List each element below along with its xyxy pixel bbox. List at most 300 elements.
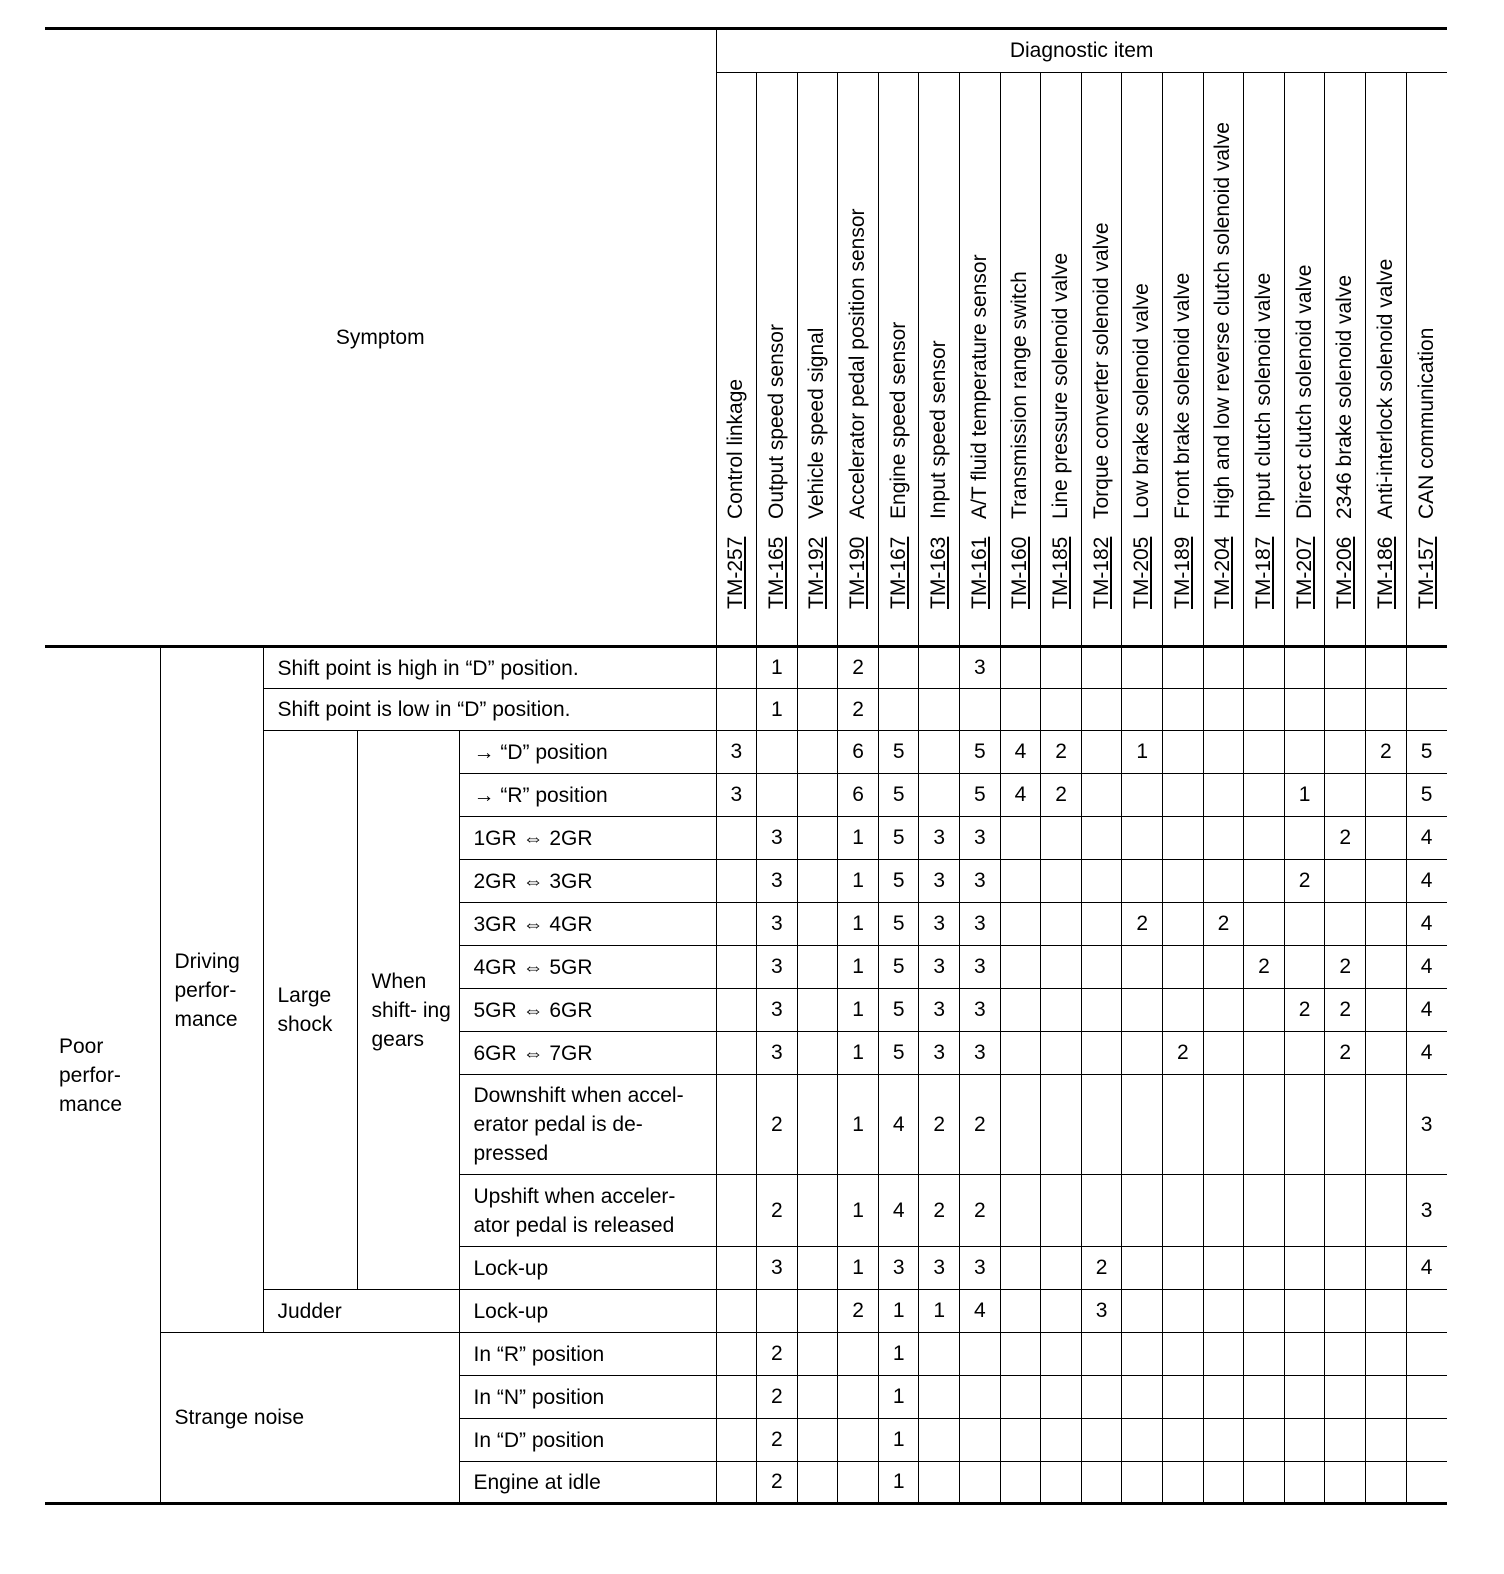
value-cell: 3	[757, 989, 798, 1032]
value-cell	[1081, 1075, 1122, 1175]
symptom-label: 4GR ⇔ 5GR	[459, 946, 716, 989]
value-cell	[878, 689, 919, 731]
value-cell: 2	[1122, 903, 1163, 946]
value-cell	[1041, 1376, 1082, 1419]
column-header	[1325, 73, 1366, 647]
value-cell: 4	[1406, 860, 1447, 903]
value-cell	[1081, 903, 1122, 946]
value-cell	[1122, 1462, 1163, 1504]
column-ref-link[interactable]: TM-206	[1333, 536, 1357, 609]
value-cell	[919, 1333, 960, 1376]
diagnosis-table	[45, 27, 1447, 1505]
value-cell	[797, 1376, 838, 1419]
column-ref-link[interactable]: TM-167	[886, 536, 910, 609]
value-cell	[1163, 1462, 1204, 1504]
value-cell: 2	[757, 1419, 798, 1462]
value-cell	[716, 860, 757, 903]
value-cell: 1	[878, 1462, 919, 1504]
value-cell: 4	[878, 1075, 919, 1175]
value-cell: 3	[919, 1247, 960, 1290]
value-cell: 3	[757, 817, 798, 860]
column-header	[1081, 73, 1122, 647]
value-cell: 5	[878, 1032, 919, 1075]
value-cell	[1244, 817, 1285, 860]
value-cell	[1244, 903, 1285, 946]
value-cell	[1244, 1462, 1285, 1504]
value-cell	[1325, 1376, 1366, 1419]
column-name: 2346 brake solenoid valve	[1333, 274, 1357, 519]
value-cell	[757, 1290, 798, 1333]
value-cell: 1	[838, 946, 879, 989]
value-cell: 2	[1244, 946, 1285, 989]
column-ref-link[interactable]: TM-189	[1170, 536, 1194, 609]
value-cell	[1000, 1462, 1041, 1504]
value-cell	[1122, 817, 1163, 860]
value-cell	[1163, 1376, 1204, 1419]
column-header	[757, 73, 798, 647]
value-cell	[716, 1462, 757, 1504]
value-cell: 3	[960, 647, 1001, 689]
value-cell	[716, 647, 757, 689]
value-cell	[1163, 1419, 1204, 1462]
value-cell	[1244, 1376, 1285, 1419]
value-cell	[1325, 1419, 1366, 1462]
value-cell	[1163, 689, 1204, 731]
value-cell	[1122, 1247, 1163, 1290]
symptom-label: → “R” position	[459, 774, 716, 817]
symptom-label: In “R” position	[459, 1333, 716, 1376]
value-cell: 4	[1406, 1247, 1447, 1290]
value-cell	[1244, 1032, 1285, 1075]
value-cell: 6	[838, 731, 879, 774]
value-cell	[1325, 1175, 1366, 1247]
value-cell: 3	[716, 731, 757, 774]
value-cell	[1000, 903, 1041, 946]
value-cell	[797, 1419, 838, 1462]
column-ref-link[interactable]: TM-186	[1373, 536, 1397, 609]
symptom-header: Symptom	[45, 29, 716, 647]
value-cell: 2	[1284, 860, 1325, 903]
column-name: Accelerator pedal position sensor	[846, 208, 870, 519]
value-cell: 1	[838, 817, 879, 860]
value-cell	[960, 689, 1001, 731]
value-cell: 3	[960, 1247, 1001, 1290]
value-cell	[1163, 903, 1204, 946]
value-cell	[1203, 817, 1244, 860]
value-cell: 2	[919, 1175, 960, 1247]
value-cell	[1406, 647, 1447, 689]
value-cell	[1122, 1419, 1163, 1462]
value-cell: 2	[1325, 989, 1366, 1032]
value-cell	[1163, 817, 1204, 860]
value-cell: 3	[960, 860, 1001, 903]
column-ref-link[interactable]: TM-165	[764, 536, 788, 609]
column-header	[1406, 73, 1447, 647]
value-cell	[1122, 1175, 1163, 1247]
value-cell	[838, 1333, 879, 1376]
column-name: Input speed sensor	[927, 340, 951, 519]
value-cell	[797, 731, 838, 774]
value-cell: 3	[919, 860, 960, 903]
value-cell	[1203, 946, 1244, 989]
value-cell	[1041, 689, 1082, 731]
value-cell	[1163, 1290, 1204, 1333]
value-cell	[1041, 1032, 1082, 1075]
value-cell: 2	[1203, 903, 1244, 946]
value-cell	[1163, 774, 1204, 817]
table-row	[45, 647, 1447, 689]
value-cell	[1000, 1175, 1041, 1247]
value-cell	[919, 731, 960, 774]
value-cell	[1000, 1290, 1041, 1333]
value-cell: 2	[757, 1376, 798, 1419]
value-cell	[716, 1247, 757, 1290]
value-cell	[1366, 989, 1407, 1032]
value-cell: 4	[1000, 774, 1041, 817]
value-cell: 1	[1284, 774, 1325, 817]
value-cell: 3	[878, 1247, 919, 1290]
value-cell	[1041, 903, 1082, 946]
value-cell	[1244, 1175, 1285, 1247]
value-cell	[1000, 860, 1041, 903]
value-cell	[716, 989, 757, 1032]
value-cell	[1203, 1462, 1244, 1504]
value-cell	[716, 689, 757, 731]
value-cell: 3	[919, 817, 960, 860]
value-cell	[1406, 689, 1447, 731]
value-cell	[1041, 1175, 1082, 1247]
column-header	[960, 73, 1001, 647]
value-cell: 3	[960, 903, 1001, 946]
symptom-label: 6GR ⇔ 7GR	[459, 1032, 716, 1075]
value-cell: 1	[838, 1032, 879, 1075]
value-cell	[1284, 689, 1325, 731]
value-cell: 3	[919, 1032, 960, 1075]
value-cell	[1122, 1075, 1163, 1175]
value-cell	[1203, 1290, 1244, 1333]
value-cell	[1081, 774, 1122, 817]
value-cell: 4	[1406, 989, 1447, 1032]
column-header	[1041, 73, 1082, 647]
value-cell: 1	[757, 689, 798, 731]
value-cell	[716, 1075, 757, 1175]
value-cell: 3	[960, 989, 1001, 1032]
value-cell: 2	[1325, 817, 1366, 860]
value-cell	[797, 774, 838, 817]
value-cell: 2	[919, 1075, 960, 1175]
column-name: CAN communication	[1414, 327, 1438, 519]
value-cell: 1	[878, 1290, 919, 1333]
symptom-label: Shift point is high in “D” position.	[263, 647, 716, 689]
value-cell	[1203, 689, 1244, 731]
column-ref-link[interactable]: TM-207	[1292, 536, 1316, 609]
column-header	[1000, 73, 1041, 647]
value-cell: 1	[878, 1419, 919, 1462]
value-cell: 2	[1325, 946, 1366, 989]
value-cell	[1163, 1247, 1204, 1290]
value-cell: 2	[1163, 1032, 1204, 1075]
value-cell	[1081, 1376, 1122, 1419]
value-cell	[1203, 1419, 1244, 1462]
column-name: Input clutch solenoid valve	[1252, 272, 1276, 519]
value-cell: 2	[757, 1333, 798, 1376]
value-cell	[1163, 731, 1204, 774]
value-cell	[1244, 731, 1285, 774]
value-cell	[797, 647, 838, 689]
value-cell	[838, 1462, 879, 1504]
value-cell	[1081, 1419, 1122, 1462]
value-cell	[1406, 1333, 1447, 1376]
value-cell	[716, 1376, 757, 1419]
value-cell	[1203, 1032, 1244, 1075]
value-cell	[1244, 860, 1285, 903]
value-cell	[1000, 689, 1041, 731]
column-ref-link[interactable]: TM-163	[927, 536, 951, 609]
value-cell	[1041, 1419, 1082, 1462]
value-cell	[1284, 946, 1325, 989]
value-cell	[1284, 1419, 1325, 1462]
value-cell	[1041, 817, 1082, 860]
group-judder: Judder	[263, 1290, 459, 1333]
symptom-label: 2GR ⇔ 3GR	[459, 860, 716, 903]
value-cell: 3	[716, 774, 757, 817]
value-cell	[1244, 1290, 1285, 1333]
value-cell	[1081, 946, 1122, 989]
value-cell	[1284, 731, 1325, 774]
value-cell	[1366, 1247, 1407, 1290]
value-cell	[1163, 1175, 1204, 1247]
value-cell: 4	[1000, 731, 1041, 774]
value-cell: 5	[1406, 774, 1447, 817]
value-cell	[1366, 1419, 1407, 1462]
value-cell	[1122, 647, 1163, 689]
value-cell: 2	[960, 1175, 1001, 1247]
column-name: Control linkage	[724, 378, 748, 519]
value-cell	[797, 860, 838, 903]
column-ref-link[interactable]: TM-192	[805, 536, 829, 609]
column-name: Vehicle speed signal	[805, 327, 829, 519]
group-when-shifting-gears: When shift- ing gears	[357, 731, 459, 1290]
value-cell: 2	[1366, 731, 1407, 774]
value-cell	[1366, 774, 1407, 817]
group-poor-performance: Poor perfor- mance	[45, 647, 160, 1504]
value-cell: 2	[757, 1175, 798, 1247]
value-cell: 5	[878, 731, 919, 774]
value-cell: 2	[1081, 1247, 1122, 1290]
column-name: Front brake solenoid valve	[1170, 272, 1194, 519]
value-cell	[838, 1419, 879, 1462]
value-cell	[1284, 647, 1325, 689]
value-cell	[1366, 946, 1407, 989]
column-header	[1244, 73, 1285, 647]
value-cell: 3	[1406, 1175, 1447, 1247]
value-cell	[797, 1462, 838, 1504]
value-cell: 3	[919, 903, 960, 946]
column-ref-link[interactable]: TM-204	[1211, 536, 1235, 609]
value-cell	[797, 989, 838, 1032]
column-header	[716, 73, 757, 647]
value-cell: 4	[960, 1290, 1001, 1333]
column-header	[838, 73, 879, 647]
value-cell	[919, 774, 960, 817]
value-cell	[1041, 946, 1082, 989]
value-cell: 2	[757, 1462, 798, 1504]
value-cell	[716, 1419, 757, 1462]
value-cell	[1041, 989, 1082, 1032]
value-cell	[1284, 1333, 1325, 1376]
value-cell	[1041, 1333, 1082, 1376]
symptom-label: Shift point is low in “D” position.	[263, 689, 716, 731]
symptom-label: Lock-up	[459, 1247, 716, 1290]
symptom-label: → “D” position	[459, 731, 716, 774]
value-cell: 5	[960, 774, 1001, 817]
value-cell	[1203, 647, 1244, 689]
value-cell	[1122, 946, 1163, 989]
value-cell	[1041, 1075, 1082, 1175]
value-cell	[1000, 647, 1041, 689]
value-cell	[1203, 1075, 1244, 1175]
column-ref-link[interactable]: TM-161	[967, 536, 991, 609]
value-cell: 6	[838, 774, 879, 817]
value-cell	[1203, 860, 1244, 903]
value-cell: 3	[960, 946, 1001, 989]
symptom-label: In “N” position	[459, 1376, 716, 1419]
value-cell	[1244, 689, 1285, 731]
value-cell	[1163, 647, 1204, 689]
column-header	[797, 73, 838, 647]
value-cell	[1366, 1462, 1407, 1504]
value-cell	[1081, 647, 1122, 689]
value-cell: 4	[1406, 1032, 1447, 1075]
value-cell: 3	[960, 817, 1001, 860]
column-ref-link[interactable]: TM-187	[1252, 536, 1276, 609]
value-cell	[1325, 774, 1366, 817]
value-cell: 3	[757, 946, 798, 989]
value-cell	[716, 1290, 757, 1333]
value-cell	[1366, 1075, 1407, 1175]
value-cell	[1000, 1376, 1041, 1419]
value-cell	[797, 946, 838, 989]
value-cell	[1406, 1290, 1447, 1333]
value-cell	[1244, 1419, 1285, 1462]
value-cell	[1163, 1075, 1204, 1175]
column-ref-link[interactable]: TM-185	[1049, 536, 1073, 609]
value-cell: 1	[1122, 731, 1163, 774]
column-ref-link[interactable]: TM-205	[1130, 536, 1154, 609]
value-cell	[1406, 1376, 1447, 1419]
value-cell	[1366, 647, 1407, 689]
value-cell	[1122, 1333, 1163, 1376]
value-cell	[1284, 1462, 1325, 1504]
column-header	[1163, 73, 1204, 647]
value-cell: 1	[838, 903, 879, 946]
value-cell	[1325, 731, 1366, 774]
column-ref-link[interactable]: TM-182	[1089, 536, 1113, 609]
value-cell	[797, 903, 838, 946]
value-cell	[919, 1462, 960, 1504]
value-cell: 3	[757, 1247, 798, 1290]
value-cell: 1	[838, 860, 879, 903]
value-cell	[919, 1376, 960, 1419]
value-cell	[1366, 1333, 1407, 1376]
value-cell	[1325, 1075, 1366, 1175]
value-cell	[1284, 817, 1325, 860]
value-cell: 2	[838, 689, 879, 731]
value-cell	[1163, 860, 1204, 903]
column-header	[878, 73, 919, 647]
value-cell	[1244, 647, 1285, 689]
value-cell	[1244, 1075, 1285, 1175]
value-cell	[1284, 1075, 1325, 1175]
symptom-label: Engine at idle	[459, 1462, 716, 1504]
value-cell	[1081, 817, 1122, 860]
column-header	[1122, 73, 1163, 647]
value-cell: 2	[838, 1290, 879, 1333]
value-cell	[716, 817, 757, 860]
value-cell: 2	[1284, 989, 1325, 1032]
value-cell	[1284, 1247, 1325, 1290]
value-cell	[1041, 647, 1082, 689]
value-cell	[797, 1032, 838, 1075]
column-header	[1284, 73, 1325, 647]
value-cell	[1284, 1290, 1325, 1333]
column-name: Engine speed sensor	[886, 321, 910, 519]
value-cell: 3	[757, 1032, 798, 1075]
value-cell: 1	[878, 1376, 919, 1419]
value-cell	[1081, 731, 1122, 774]
value-cell	[797, 1290, 838, 1333]
value-cell: 1	[878, 1333, 919, 1376]
value-cell: 5	[878, 946, 919, 989]
symptom-label: In “D” position	[459, 1419, 716, 1462]
value-cell: 3	[757, 860, 798, 903]
value-cell	[1203, 1175, 1244, 1247]
value-cell	[797, 1333, 838, 1376]
column-ref-link[interactable]: TM-257	[724, 536, 748, 609]
symptom-label: Lock-up	[459, 1290, 716, 1333]
value-cell: 3	[1081, 1290, 1122, 1333]
value-cell: 5	[878, 903, 919, 946]
column-header	[919, 73, 960, 647]
value-cell	[960, 1462, 1001, 1504]
value-cell: 1	[838, 1075, 879, 1175]
value-cell	[960, 1376, 1001, 1419]
value-cell: 2	[757, 1075, 798, 1175]
value-cell	[1163, 989, 1204, 1032]
value-cell	[1244, 1333, 1285, 1376]
value-cell	[1081, 1462, 1122, 1504]
value-cell	[1081, 1175, 1122, 1247]
value-cell	[1244, 774, 1285, 817]
symptom-label: 1GR ⇔ 2GR	[459, 817, 716, 860]
value-cell: 3	[960, 1032, 1001, 1075]
value-cell	[1406, 1419, 1447, 1462]
column-name: Torque converter solenoid valve	[1089, 222, 1113, 519]
value-cell	[1244, 989, 1285, 1032]
column-ref-link[interactable]: TM-157	[1414, 536, 1438, 609]
value-cell	[960, 1333, 1001, 1376]
value-cell	[960, 1419, 1001, 1462]
value-cell: 2	[838, 647, 879, 689]
column-ref-link[interactable]: TM-190	[846, 536, 870, 609]
value-cell	[1284, 1032, 1325, 1075]
value-cell	[757, 774, 798, 817]
value-cell	[1081, 689, 1122, 731]
value-cell: 5	[878, 860, 919, 903]
value-cell	[1122, 689, 1163, 731]
value-cell	[1041, 1290, 1082, 1333]
column-ref-link[interactable]: TM-160	[1008, 536, 1032, 609]
